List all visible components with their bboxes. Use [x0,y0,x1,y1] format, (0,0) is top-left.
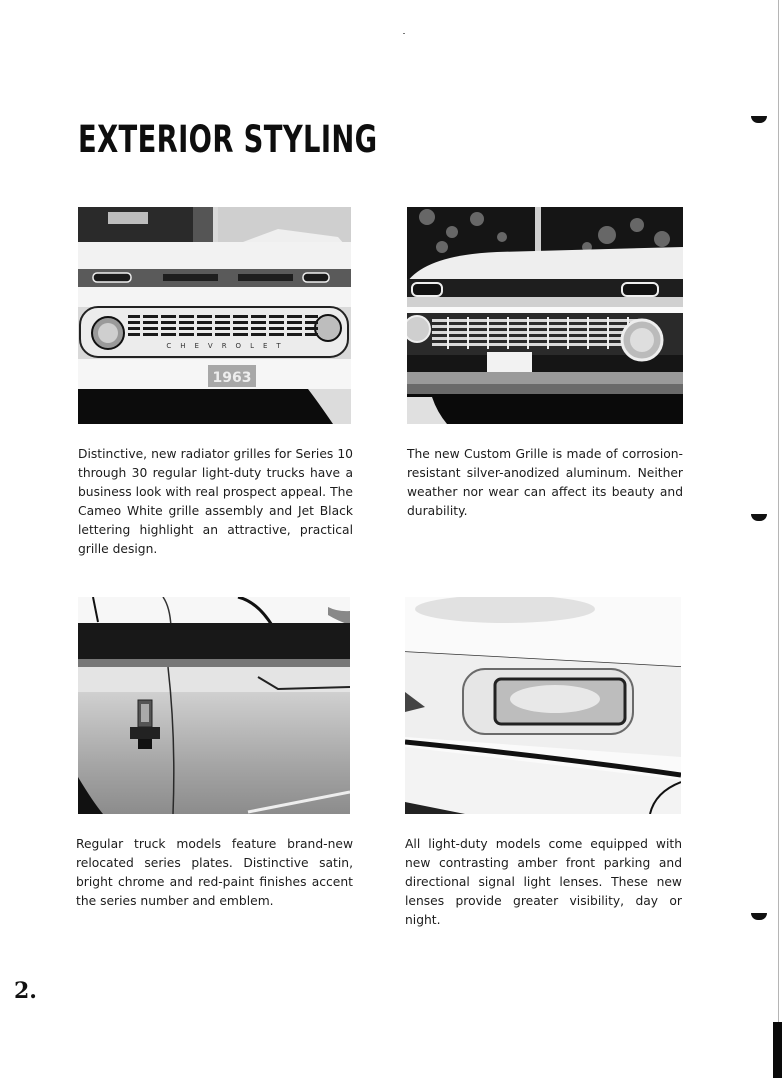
caption-series-plate: Regular truck models feature brand-new relocated series plates. Distinctive satin, bright chrome and red-paint finishes accent the series number and emblem. [76,837,353,908]
caption-custom-grille: The new Custom Grille is made of corrosion-resistant silver-anodized aluminum. Neither weather nor wear can affect its beauty and durability. [407,447,683,518]
parking-light-lens-image [405,597,681,814]
page-title: EXTERIOR STYLING [78,118,378,161]
truck-front-custom-image [407,207,683,424]
page-edge-line [778,0,779,1078]
truck-front-regular-image [78,207,351,424]
photo-series-plate [78,597,350,814]
page-edge-shadow [773,1022,782,1078]
binder-hole-mark-top [751,116,767,123]
photo-regular-grille [78,207,351,424]
caption-parking-lens: All light-duty models come equipped with new contrasting amber front parking and directional signal light lenses. These new lenses provide greater visibility, day or night. [405,837,682,927]
binder-hole-mark-bottom [751,913,767,920]
caption-regular-grille: Distinctive, new radiator grilles for Series 10 through 30 regular light-duty trucks have a business look with real prospect appeal. The Cameo White grille assembly and Jet Black lettering highlight an attractive, practical grille design. [78,447,353,556]
svg-text:CHEVROLET: CHEVROLET [166,342,290,350]
svg-text:1963: 1963 [212,370,252,386]
page-number: 2. [14,978,37,1004]
scan-speck [403,33,405,34]
photo-parking-lens [405,597,681,814]
photo-custom-grille [407,207,683,424]
truck-side-series-plate-image [78,597,350,814]
binder-hole-mark-middle [751,514,767,521]
